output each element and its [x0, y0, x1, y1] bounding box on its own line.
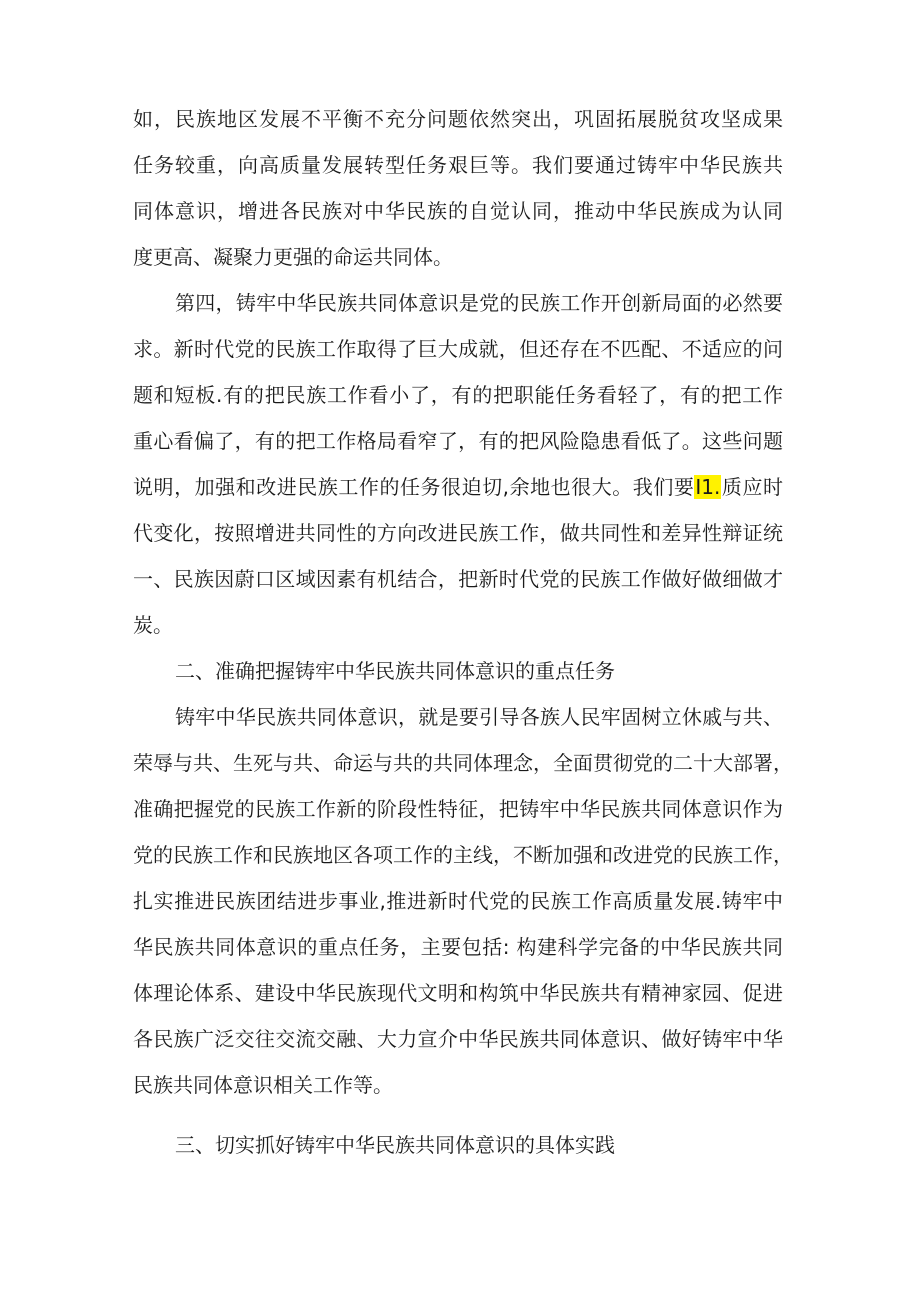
text-line: 荣辱与共、生死与共、命运与共的共同体理念，全面贯彻党的二十大部署， [133, 751, 793, 775]
paragraph-1 [133, 96, 783, 280]
heading-text: 二、准确把握铸牢中华民族共同体意识的重点任务 [175, 659, 615, 683]
text-line: 代变化，按照增进共同性的方向改进民族工作，做共同性和差异性辩证统 [133, 521, 783, 545]
text-line: 党的民族工作和民族地区各项工作的主线，不断加强和改进党的民族工作， [133, 843, 793, 867]
text-line: 各民族广泛交往交流交融、大力宣介中华民族共同体意识、做好铸牢中华 [133, 1027, 783, 1051]
text-line: 准确把握党的民族工作新的阶段性特征，把铸牢中华民族共同体意识作为 [133, 797, 783, 821]
text-line-highlighted [133, 464, 783, 510]
text-line: 一、民族因蔚口区域因素有机结合，把新时代党的民族工作做好做细做才 [133, 567, 783, 591]
text-line: 第四，铸牢中华民族共同体意识是党的民族工作开创新局面的必然要 [175, 291, 783, 315]
text-line: 炭。 [133, 613, 173, 637]
text-segment: 质应时 [721, 475, 784, 499]
text-line: 同体意识，增进各民族对中华民族的自觉认同，推动中华民族成为认同 [133, 199, 783, 223]
paragraph-3 [133, 694, 793, 1108]
paragraph-2 [133, 280, 783, 648]
text-line: 度更高、凝聚力更强的命运共同体。 [133, 245, 453, 269]
text-line: 体理论体系、建设中华民族现代文明和构筑中华民族共有精神家园、促进 [133, 981, 783, 1005]
text-line: 扎实推进民族团结进步事业,推进新时代党的民族工作高质量发展.铸牢中 [133, 889, 783, 913]
text-segment: 说明，加强和改进民族工作的任务很迫切,余地也很大。我们要 [133, 475, 695, 499]
text-line: 铸牢中华民族共同体意识，就是要引导各族人民牢固树立休戚与共、 [175, 705, 783, 729]
text-line: 任务较重，向高质量发展转型任务艰巨等。我们要通过铸牢中华民族共 [133, 153, 783, 177]
heading-text: 三、切实抓好铸牢中华民族共同体意识的具体实践 [175, 1133, 615, 1157]
text-line: 题和短板.有的把民族工作看小了，有的把职能任务看轻了，有的把工作 [133, 383, 783, 407]
text-line: 民族共同体意识相关工作等。 [133, 1073, 393, 1097]
text-line: 重心看偏了，有的把工作格局看窄了，有的把风险隐患看低了。这些问题 [133, 429, 783, 453]
text-line: 如，民族地区发展不平衡不充分问题依然突出，巩固拓展脱贫攻坚成果 [133, 107, 783, 131]
section-heading-2 [133, 648, 783, 694]
section-heading-3 [133, 1122, 783, 1168]
text-line: 求。新时代党的民族工作取得了巨大成就，但还存在不匹配、不适应的问 [133, 337, 783, 361]
highlighted-text: I1. [695, 475, 721, 499]
text-line: 华民族共同体意识的重点任务，主要包括: 构建科学完备的中华民族共同 [133, 935, 783, 959]
